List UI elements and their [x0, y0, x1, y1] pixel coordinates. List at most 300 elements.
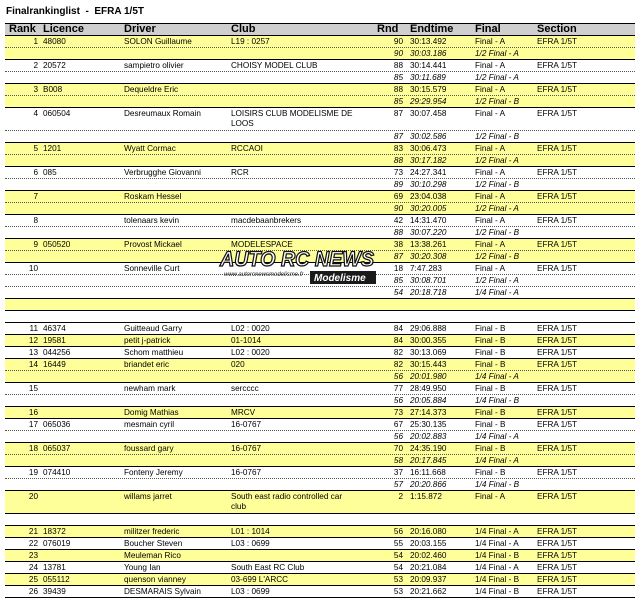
cell-rnd: 18	[393, 264, 403, 273]
cell-rank: 3	[33, 85, 38, 94]
cell-final: Final - A	[475, 109, 506, 118]
cell-rnd: 70	[393, 444, 403, 453]
cell-driver: Boucher Steven	[124, 539, 183, 548]
cell-licence: 055112	[43, 575, 70, 584]
cell-licence: 1201	[43, 144, 62, 153]
table-subrow	[5, 72, 635, 84]
cell-endtime: 30:11.689	[410, 73, 446, 82]
cell-section: EFRA 1/5T	[537, 408, 578, 417]
cell-final: 1/2 Final - B	[475, 180, 520, 189]
table-subrow	[5, 203, 635, 215]
cell-rank: 5	[33, 144, 38, 153]
cell-rank: 10	[28, 264, 38, 273]
cell-endtime: 30:15.443	[410, 360, 447, 369]
cell-final: 1/4 Final - A	[475, 539, 519, 548]
cell-driver: Sonneville Curt	[124, 264, 180, 273]
cell-endtime: 30:13.069	[410, 348, 447, 357]
cell-club: macdebaanbrekers	[231, 216, 302, 225]
cell-rank: 4	[33, 109, 38, 118]
cell-endtime: 30:10.298	[410, 180, 447, 189]
cell-final: Final - B	[475, 336, 506, 345]
cell-final: 1/4 Final - A	[475, 288, 519, 297]
cell-endtime: 24:27.341	[410, 168, 447, 177]
cell-club: 16-0767	[231, 420, 262, 429]
cell-driver: mesmain cyril	[124, 420, 175, 429]
cell-final: Final - A	[475, 61, 506, 70]
cell-licence: 48080	[43, 37, 66, 46]
cell-rnd: 42	[393, 216, 403, 225]
cell-driver: newham mark	[124, 384, 176, 393]
cell-rnd: 56	[393, 372, 403, 381]
cell-rank: 23	[28, 551, 38, 560]
cell-rnd: 85	[393, 276, 403, 285]
cell-driver: Wyatt Cormac	[124, 144, 176, 153]
cell-licence: 46374	[43, 324, 66, 333]
table-row	[5, 562, 635, 574]
cell-licence: 050520	[43, 240, 71, 249]
cell-final: Final - A	[475, 192, 506, 201]
cell-driver: Roskam Hessel	[124, 192, 182, 201]
cell-endtime: 30:13.492	[410, 37, 447, 46]
cell-club: 03-699 L'ARCC	[231, 575, 289, 584]
cell-section: EFRA 1/5T	[537, 336, 578, 345]
cell-driver: Provost Mickael	[124, 240, 182, 249]
cell-rnd: 73	[393, 408, 403, 417]
cell-section: EFRA 1/5T	[537, 575, 578, 584]
cell-section: EFRA 1/5T	[537, 240, 578, 249]
header-final: Final	[475, 23, 501, 35]
cell-rnd: 90	[393, 49, 403, 58]
header-rank: Rank	[9, 23, 36, 35]
cell-final: 1/4 Final - B	[475, 480, 520, 489]
table-row	[5, 586, 635, 598]
table-subrow	[5, 479, 635, 491]
cell-driver: Young Ian	[124, 563, 161, 572]
cell-driver: quenson vianney	[124, 575, 186, 584]
cell-club: L19 : 0257	[231, 37, 270, 46]
cell-section: EFRA 1/5T	[537, 587, 578, 596]
cell-final: 1/2 Final - B	[475, 252, 520, 261]
cell-rnd: 85	[393, 97, 403, 106]
cell-club: LOISIRS CLUB MODELISME DE LOOS	[231, 109, 353, 128]
cell-rnd: 54	[393, 288, 403, 297]
cell-driver: Domig Mathias	[124, 408, 179, 417]
cell-rnd: 54	[393, 551, 403, 560]
cell-final: Final - A	[475, 264, 506, 273]
cell-endtime: 29:29.954	[410, 97, 447, 106]
cell-driver: Schom matthieu	[124, 348, 184, 357]
cell-endtime: 20:02.460	[410, 551, 447, 560]
cell-section: EFRA 1/5T	[537, 264, 578, 273]
cell-final: Final - A	[475, 492, 506, 501]
cell-section: EFRA 1/5T	[537, 85, 578, 94]
cell-rnd: 55	[393, 539, 403, 548]
cell-rank: 1	[33, 37, 38, 46]
cell-final: 1/2 Final - B	[475, 97, 520, 106]
table-row	[5, 215, 635, 227]
cell-rnd: 54	[393, 563, 403, 572]
cell-section: EFRA 1/5T	[537, 216, 578, 225]
cell-rnd: 82	[393, 360, 403, 369]
cell-licence: 085	[43, 168, 57, 177]
cell-driver: foussard gary	[124, 444, 174, 453]
cell-driver: SOLON Guillaume	[124, 37, 192, 46]
cell-final: Final - A	[475, 240, 506, 249]
cell-licence: 13781	[43, 563, 66, 572]
cell-final: 1/2 Final - A	[475, 49, 519, 58]
table-row	[5, 383, 635, 395]
cell-section: EFRA 1/5T	[537, 384, 578, 393]
cell-licence: B008	[43, 85, 63, 94]
logo-main-text: AUTO RC NEWS	[219, 248, 374, 271]
cell-rnd: 56	[393, 432, 403, 441]
cell-club: RCR	[231, 168, 249, 177]
cell-driver: Fonteny Jeremy	[124, 468, 183, 477]
table-spacer-row	[5, 514, 635, 526]
cell-rnd: 88	[393, 156, 403, 165]
cell-rank: 17	[28, 420, 38, 429]
cell-final: 1/4 Final - B	[475, 587, 520, 596]
table-row	[5, 419, 635, 431]
cell-endtime: 30:14.441	[410, 61, 447, 70]
cell-section: EFRA 1/5T	[537, 420, 578, 429]
cell-endtime: 7:47.283	[410, 264, 442, 273]
cell-final: 1/2 Final - B	[475, 132, 520, 141]
cell-driver: Meuleman Rico	[124, 551, 181, 560]
cell-endtime: 20:16.080	[410, 527, 447, 536]
cell-section: EFRA 1/5T	[537, 444, 578, 453]
table-row	[5, 407, 635, 419]
cell-rank: 12	[28, 336, 38, 345]
cell-endtime: 20:21.662	[410, 587, 447, 596]
cell-club: MRCV	[231, 408, 256, 417]
cell-rank: 11	[29, 324, 38, 333]
cell-endtime: 30:17.182	[410, 156, 447, 165]
cell-final: 1/2 Final - A	[475, 204, 519, 213]
cell-club: L02 : 0020	[231, 324, 270, 333]
cell-final: 1/4 Final - B	[475, 396, 520, 405]
cell-rank: 9	[33, 240, 38, 249]
table-subrow	[5, 455, 635, 467]
cell-endtime: 16:11.668	[410, 468, 446, 477]
cell-driver: Desreumaux Romain	[124, 109, 201, 118]
cell-section: EFRA 1/5T	[537, 348, 578, 357]
table-subrow	[5, 96, 635, 108]
cell-endtime: 20:09.937	[410, 575, 447, 584]
cell-final: 1/2 Final - A	[475, 156, 519, 165]
cell-licence: 19581	[43, 336, 66, 345]
cell-rnd: 84	[393, 336, 403, 345]
cell-endtime: 27:14.373	[410, 408, 447, 417]
table-row	[5, 359, 635, 371]
cell-club: L03 : 0699	[231, 587, 270, 596]
cell-rnd: 87	[393, 252, 403, 261]
cell-club: L03 : 0699	[231, 539, 270, 548]
cell-endtime: 20:05.884	[410, 396, 447, 405]
cell-rnd: 87	[393, 109, 403, 118]
table-row	[5, 191, 635, 203]
cell-rnd: 53	[393, 575, 403, 584]
cell-rnd: 88	[393, 85, 403, 94]
cell-section: EFRA 1/5T	[537, 468, 578, 477]
cell-rank: 7	[33, 192, 38, 201]
cell-section: EFRA 1/5T	[537, 492, 578, 501]
cell-rank: 2	[33, 61, 38, 70]
header-endtime: Endtime	[410, 23, 454, 35]
cell-final: 1/2 Final - B	[475, 228, 520, 237]
cell-club: South East RC Club	[231, 563, 305, 572]
cell-rank: 8	[33, 216, 38, 225]
cell-section: EFRA 1/5T	[537, 144, 578, 153]
cell-final: Final - B	[475, 348, 506, 357]
cell-section: EFRA 1/5T	[537, 539, 578, 548]
cell-endtime: 30:00.355	[410, 336, 447, 345]
cell-endtime: 30:06.473	[410, 144, 447, 153]
table-row	[5, 550, 635, 562]
cell-rnd: 88	[393, 228, 403, 237]
cell-final: Final - B	[475, 444, 506, 453]
cell-rnd: 85	[393, 73, 403, 82]
cell-section: EFRA 1/5T	[537, 109, 578, 118]
table-row	[5, 443, 635, 455]
cell-endtime: 30:15.579	[410, 85, 447, 94]
cell-endtime: 1:15.872	[410, 492, 442, 501]
cell-endtime: 13:38.261	[410, 240, 447, 249]
table-subrow	[5, 131, 635, 143]
logo-sub-text: www.autorcnewsmodelisme.fr	[224, 272, 304, 278]
cell-club: South east radio controlled car club	[231, 492, 343, 511]
cell-final: Final - B	[475, 420, 506, 429]
ranking-table	[5, 23, 635, 598]
cell-club: 16-0767	[231, 468, 262, 477]
cell-final: 1/2 Final - A	[475, 73, 519, 82]
cell-final: 1/4 Final - A	[475, 432, 519, 441]
cell-driver: Guitteaud Garry	[124, 324, 183, 333]
cell-rank: 6	[33, 168, 38, 177]
cell-rnd: 73	[393, 168, 403, 177]
cell-licence: 18372	[43, 527, 66, 536]
table-row	[5, 467, 635, 479]
table-row	[5, 143, 635, 155]
cell-rnd: 67	[393, 420, 403, 429]
cell-section: EFRA 1/5T	[537, 168, 578, 177]
table-row	[5, 108, 635, 131]
cell-final: 1/4 Final - A	[475, 456, 519, 465]
cell-endtime: 20:02.883	[410, 432, 447, 441]
cell-rnd: 82	[393, 348, 403, 357]
cell-final: Final - B	[475, 408, 506, 417]
cell-driver: Dequeldre Eric	[124, 85, 179, 94]
table-row	[5, 323, 635, 335]
table-row	[5, 36, 635, 48]
cell-rank: 13	[28, 348, 38, 357]
cell-section: EFRA 1/5T	[537, 527, 578, 536]
table-body	[5, 36, 635, 598]
cell-endtime: 30:20.308	[410, 252, 447, 261]
cell-rank: 14	[28, 360, 38, 369]
cell-endtime: 20:03.155	[410, 539, 447, 548]
cell-driver: tolenaars kevin	[124, 216, 180, 225]
cell-rank: 22	[28, 539, 38, 548]
cell-rnd: 58	[393, 456, 403, 465]
cell-endtime: 30:02.586	[410, 132, 447, 141]
header-rnd: Rnd	[377, 23, 399, 35]
cell-rnd: 69	[393, 192, 403, 201]
table-row	[5, 491, 635, 514]
header-club: Club	[231, 23, 256, 35]
table-subrow	[5, 179, 635, 191]
cell-final: Final - B	[475, 468, 506, 477]
cell-final: Final - A	[475, 37, 506, 46]
header-licence: Licence	[43, 23, 84, 35]
table-spacer-row	[5, 299, 635, 311]
table-subrow	[5, 371, 635, 383]
cell-rank: 20	[28, 492, 38, 501]
cell-club: L01 : 1014	[231, 527, 270, 536]
cell-endtime: 20:01.980	[410, 372, 447, 381]
table-row	[5, 167, 635, 179]
cell-endtime: 30:03.186	[410, 49, 447, 58]
cell-driver: sampietro olivier	[124, 61, 184, 70]
cell-endtime: 25:30.135	[410, 420, 447, 429]
cell-rank: 25	[28, 575, 38, 584]
cell-final: 1/2 Final - A	[475, 276, 519, 285]
cell-rank: 19	[28, 468, 38, 477]
table-row	[5, 335, 635, 347]
cell-section: EFRA 1/5T	[537, 551, 578, 560]
cell-rnd: 56	[393, 527, 403, 536]
cell-licence: 20572	[43, 61, 66, 70]
cell-endtime: 14:31.470	[410, 216, 447, 225]
cell-final: 1/4 Final - A	[475, 372, 519, 381]
cell-club: RCCAOI	[231, 144, 263, 153]
cell-section: EFRA 1/5T	[537, 563, 578, 572]
table-subrow	[5, 227, 635, 239]
cell-rnd: 84	[393, 324, 403, 333]
cell-rank: 18	[28, 444, 38, 453]
cell-rank: 15	[28, 384, 38, 393]
cell-endtime: 23:04.038	[410, 192, 447, 201]
cell-endtime: 30:08.701	[410, 276, 447, 285]
cell-rnd: 37	[393, 468, 403, 477]
cell-section: EFRA 1/5T	[537, 192, 578, 201]
cell-licence: 076019	[43, 539, 71, 548]
cell-final: Final - B	[475, 324, 506, 333]
cell-section: EFRA 1/5T	[537, 37, 578, 46]
cell-rnd: 90	[393, 37, 403, 46]
header-section: Section	[537, 23, 577, 35]
cell-licence: 060504	[43, 109, 71, 118]
cell-licence: 044256	[43, 348, 71, 357]
table-row	[5, 574, 635, 586]
cell-licence: 39439	[43, 587, 66, 596]
cell-club: 01-1014	[231, 336, 262, 345]
cell-final: Final - A	[475, 144, 506, 153]
cell-driver: Verbrugghe Giovanni	[124, 168, 201, 177]
cell-club: L02 : 0020	[231, 348, 270, 357]
cell-final: Final - B	[475, 384, 506, 393]
table-subrow	[5, 48, 635, 60]
cell-rnd: 38	[393, 240, 403, 249]
table-row	[5, 347, 635, 359]
table-subrow	[5, 395, 635, 407]
cell-endtime: 20:18.718	[410, 288, 447, 297]
cell-endtime: 20:21.084	[410, 563, 447, 572]
cell-rnd: 88	[393, 61, 403, 70]
page-title: Finalrankinglist - EFRA 1/5T	[6, 6, 144, 17]
cell-rnd: 57	[393, 480, 403, 489]
cell-rnd: 53	[393, 587, 403, 596]
cell-driver: briandet eric	[124, 360, 170, 369]
cell-licence: 16449	[43, 360, 66, 369]
watermark-logo	[218, 240, 378, 286]
cell-rnd: 56	[393, 396, 403, 405]
cell-endtime: 30:20.005	[410, 204, 447, 213]
cell-final: 1/4 Final - B	[475, 551, 520, 560]
table-subrow	[5, 155, 635, 167]
cell-endtime: 30:07.220	[410, 228, 447, 237]
cell-endtime: 20:20.866	[410, 480, 447, 489]
cell-licence: 065036	[43, 420, 71, 429]
logo-tag-text: Modelisme	[314, 273, 366, 284]
cell-rnd: 2	[398, 492, 403, 501]
cell-rnd: 87	[393, 132, 403, 141]
table-row	[5, 60, 635, 72]
cell-section: EFRA 1/5T	[537, 61, 578, 70]
table-row	[5, 84, 635, 96]
cell-rnd: 90	[393, 204, 403, 213]
cell-club: CHOISY MODEL CLUB	[231, 61, 318, 70]
table-header	[5, 23, 635, 36]
cell-final: Final - A	[475, 216, 506, 225]
header-driver: Driver	[124, 23, 156, 35]
table-subrow	[5, 287, 635, 299]
cell-rank: 21	[28, 527, 38, 536]
cell-section: EFRA 1/5T	[537, 360, 578, 369]
cell-endtime: 30:07.458	[410, 109, 447, 118]
cell-rank: 26	[28, 587, 38, 596]
cell-endtime: 28:49.950	[410, 384, 447, 393]
cell-final: 1/4 Final - A	[475, 527, 519, 536]
cell-rank: 24	[28, 563, 38, 572]
cell-endtime: 24:35.190	[410, 444, 447, 453]
cell-final: 1/4 Final - B	[475, 575, 520, 584]
table-spacer-row	[5, 311, 635, 323]
cell-section: EFRA 1/5T	[537, 324, 578, 333]
cell-final: Final - A	[475, 85, 506, 94]
cell-rnd: 83	[393, 144, 403, 153]
cell-driver: petit j-patrick	[124, 336, 171, 345]
cell-club: MODELESPACE	[231, 240, 293, 249]
table-row	[5, 526, 635, 538]
cell-final: Final - A	[475, 168, 506, 177]
cell-final: Final - B	[475, 360, 506, 369]
cell-final: 1/4 Final - A	[475, 563, 519, 572]
cell-driver: militzer frederic	[124, 527, 180, 536]
cell-rnd: 89	[393, 180, 403, 189]
table-subrow	[5, 431, 635, 443]
table-row	[5, 538, 635, 550]
cell-licence: 065037	[43, 444, 71, 453]
cell-club: sercccc	[231, 384, 259, 393]
cell-rnd: 77	[393, 384, 403, 393]
cell-licence: 074410	[43, 468, 71, 477]
cell-club: 020	[231, 360, 245, 369]
cell-endtime: 29:06.888	[410, 324, 447, 333]
cell-driver: willams jarret	[124, 492, 172, 501]
cell-driver: DESMARAIS Sylvain	[124, 587, 201, 596]
cell-club: 16-0767	[231, 444, 262, 453]
